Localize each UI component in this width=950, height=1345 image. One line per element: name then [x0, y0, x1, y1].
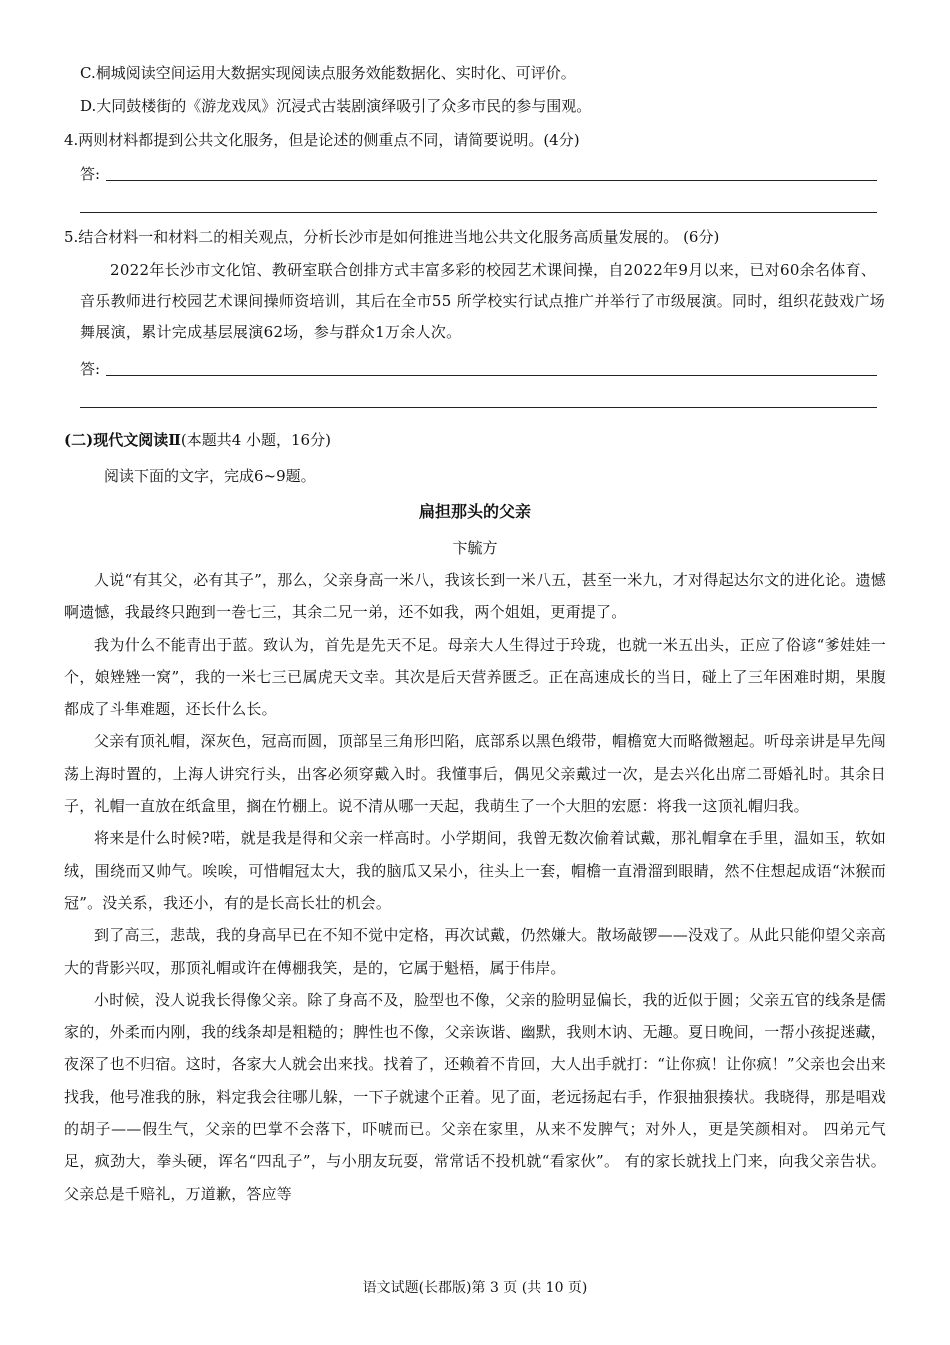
page-footer: 语文试题(长郡版)第 3 页 (共 10 页)	[362, 1280, 588, 1296]
section-subtitle: (本题共4 小题，16分)	[180, 431, 331, 449]
answer-label-q4: 答:	[80, 165, 101, 183]
answer-line	[80, 407, 877, 408]
option-c: C.桐城阅读空间运用大数据实现阅读点服务效能数据化、实时化、可评价。	[80, 64, 576, 82]
article-title: 扁担那头的父亲	[418, 502, 531, 521]
answer-line	[106, 375, 877, 376]
reading-instruction: 阅读下面的文字，完成6~9题。	[104, 467, 316, 485]
answer-line	[106, 180, 877, 181]
answer-line	[80, 212, 877, 213]
article-paragraph: 我为什么不能青出于蓝。致认为，首先是先天不足。母亲大人生得过于玲珑，也就一米五出头，正应了俗谚“爹娃娃一个，娘矬矬一窝”，我的一米七三已属虎天文幸。其次是后天营养匮乏。正在高速成长的当日，碰上了三年困难时期，果腹都成了斗隼难题，还长什么长。	[64, 635, 886, 719]
article-paragraph: 到了高三，悲哉，我的身高早已在不知不觉中定格，再次试戴，仍然嫌大。散场敲锣——没戏了。从此只能仰望父亲高大的背影兴叹，那顶礼帽或许在傅棚我笑，是的，它属于魁梧，属于伟岸。	[64, 926, 886, 977]
article-body	[64, 564, 886, 1210]
option-d: D.大同鼓楼街的《游龙戏凤》沉浸式古装剧演绎吸引了众多市民的参与围观。	[80, 97, 592, 115]
article-author: 卞毓方	[452, 539, 498, 557]
question-5: 5.结合材料一和材料二的相关观点，分析长沙市是如何推进当地公共文化服务高质量发展的。 (6分)	[64, 228, 720, 246]
answer-label-q5: 答:	[80, 360, 101, 378]
article-paragraph: 人说“有其父，必有其子”，那么，父亲身高一米八，我该长到一米八五，甚至一米九，才对得起达尔文的进化论。遗憾啊遗憾，我最终只跑到一巻七三，其余二兄一弟，还不如我，两个姐姐，更甭提了。	[64, 571, 886, 622]
question-4: 4.两则材料都提到公共文化服务，但是论述的侧重点不同，请简要说明。(4分)	[64, 131, 580, 149]
article-paragraph: 小时候，没人说我长得像父亲。除了身高不及，脸型也不像，父亲的脸明显偏长，我的近似于圆；父亲五官的线条是儒家的，外柔而内刚，我的线条却是粗糙的；脾性也不像，父亲诙谐、幽默，我则木讷、无趣。夏日晚间，一帮小孩捉迷藏，夜深了也不归宿。这时，各家大人就会出来找。找着了，还赖着不肯回，大人出手就打：“让你疯！让你疯！”父亲也会出来找我，他号准我的脉，料定我会往哪儿躲，一下子就逮个正着。见了面，老远扬起右手，作狠抽狠揍状。我晓得，那是唱戏的胡子——假生气，父亲的巴掌不会落下，吓唬而已。父亲在家里，从来不发脾气；对外人，更是笑颜相对。 四弟元气足，疯劲大，拳头硬，诨名“四乱子”，与小朋友玩耍，常常话不投机就“看家伙”。 有的家长就找上门来，向我父亲告状。父亲总是千赔礼，万道歉，答应等	[64, 990, 886, 1203]
section-heading	[64, 430, 331, 450]
article-paragraph: 将来是什么时候?喏，就是我是得和父亲一样高时。小学期间，我曾无数次偷着试戴，那礼帽拿在手里，温如玉，软如绒，围绕而又帅气。唉唉，可惜帽冠太大，我的脑瓜又呆小，往头上一套，帽檐一直滑溜到眼睛，然不住想起成语“沐猴而冠”。没关系，我还小，有的是长高长壮的机会。	[64, 829, 886, 912]
article-paragraph: 父亲有顶礼帽，深灰色，冠高而圆，顶部呈三角形凹陷，底部系以黑色缎带，帽檐宽大而略微翘起。听母亲讲是早先闯荡上海时置的，上海人讲究行头，出客必须穿戴入时。我懂事后，偶见父亲戴过一次，是去兴化出席二哥婚礼时。其余日子，礼帽一直放在纸盒里，搁在竹棚上。说不清从哪一天起，我萌生了一个大胆的宏愿：将我一这顶礼帽归我。	[64, 732, 886, 816]
question-5-context: 2022年长沙市文化馆、教研室联合创排方式丰富多彩的校园艺术课间操，自2022年9月以来，已对60余名体育、音乐教师进行校园艺术课间操师资培训，其后在全市55 所学校实行试点推广并举行了市级展演。同时，组织花鼓戏广场舞展演，累计完成基层展演62场，参与群众1万余人次。	[80, 261, 886, 341]
section-heading-text: (二)现代文阅读Ⅱ	[64, 431, 181, 449]
